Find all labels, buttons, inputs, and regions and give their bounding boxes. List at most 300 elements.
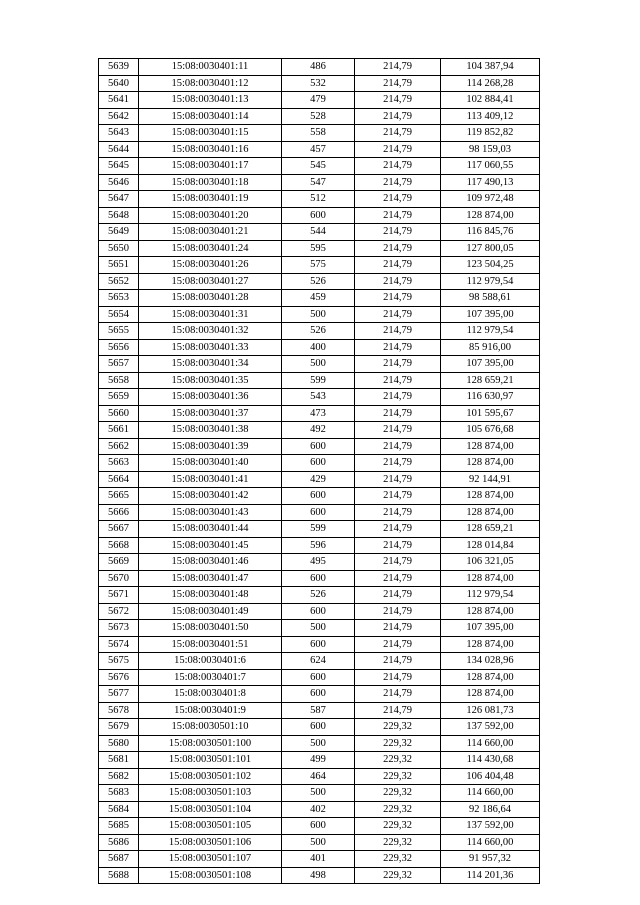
row-number-cell: 5686: [99, 834, 139, 851]
table-row: [99, 834, 540, 851]
table-row: [99, 768, 540, 785]
table-body: [99, 59, 540, 884]
row-number-cell: 5645: [99, 158, 139, 175]
row-number-cell: 5672: [99, 603, 139, 620]
rate-cell: 214,79: [355, 59, 441, 76]
rate-cell: 214,79: [355, 603, 441, 620]
area-cell: 500: [282, 356, 355, 373]
table-row: [99, 818, 540, 835]
rate-cell: 229,32: [355, 735, 441, 752]
cadastral-number-cell: 15:08:0030401:33: [139, 339, 282, 356]
table-row: [99, 719, 540, 736]
area-cell: 473: [282, 405, 355, 422]
value-cell: 98 159,03: [441, 141, 540, 158]
area-cell: 544: [282, 224, 355, 241]
row-number-cell: 5676: [99, 669, 139, 686]
cadastral-number-cell: 15:08:0030401:14: [139, 108, 282, 125]
table-row: [99, 504, 540, 521]
rate-cell: 214,79: [355, 191, 441, 208]
row-number-cell: 5643: [99, 125, 139, 142]
area-cell: 500: [282, 620, 355, 637]
cadastral-number-cell: 15:08:0030501:10: [139, 719, 282, 736]
cadastral-number-cell: 15:08:0030401:38: [139, 422, 282, 439]
cadastral-number-cell: 15:08:0030401:11: [139, 59, 282, 76]
cadastral-number-cell: 15:08:0030401:40: [139, 455, 282, 472]
value-cell: 112 979,54: [441, 587, 540, 604]
table-row: [99, 306, 540, 323]
table-row: [99, 224, 540, 241]
cadastral-number-cell: 15:08:0030401:47: [139, 570, 282, 587]
value-cell: 116 845,76: [441, 224, 540, 241]
table-row: [99, 537, 540, 554]
value-cell: 128 874,00: [441, 636, 540, 653]
area-cell: 600: [282, 207, 355, 224]
area-cell: 499: [282, 752, 355, 769]
cadastral-number-cell: 15:08:0030401:46: [139, 554, 282, 571]
rate-cell: 214,79: [355, 653, 441, 670]
area-cell: 596: [282, 537, 355, 554]
rate-cell: 214,79: [355, 339, 441, 356]
value-cell: 114 660,00: [441, 735, 540, 752]
rate-cell: 214,79: [355, 92, 441, 109]
area-cell: 600: [282, 438, 355, 455]
rate-cell: 229,32: [355, 752, 441, 769]
value-cell: 98 588,61: [441, 290, 540, 307]
table-row: [99, 174, 540, 191]
value-cell: 114 201,36: [441, 867, 540, 884]
cadastral-number-cell: 15:08:0030401:26: [139, 257, 282, 274]
cadastral-number-cell: 15:08:0030401:42: [139, 488, 282, 505]
table-row: [99, 735, 540, 752]
area-cell: 429: [282, 471, 355, 488]
table-row: [99, 603, 540, 620]
table-row: [99, 323, 540, 340]
cadastral-number-cell: 15:08:0030501:104: [139, 801, 282, 818]
value-cell: 116 630,97: [441, 389, 540, 406]
table-row: [99, 438, 540, 455]
table-row: [99, 207, 540, 224]
row-number-cell: 5655: [99, 323, 139, 340]
cadastral-number-cell: 15:08:0030401:27: [139, 273, 282, 290]
table-row: [99, 405, 540, 422]
value-cell: 128 874,00: [441, 669, 540, 686]
rate-cell: 214,79: [355, 438, 441, 455]
value-cell: 123 504,25: [441, 257, 540, 274]
row-number-cell: 5641: [99, 92, 139, 109]
rate-cell: 214,79: [355, 372, 441, 389]
area-cell: 600: [282, 504, 355, 521]
row-number-cell: 5665: [99, 488, 139, 505]
area-cell: 500: [282, 735, 355, 752]
value-cell: 128 874,00: [441, 686, 540, 703]
rate-cell: 214,79: [355, 240, 441, 257]
area-cell: 543: [282, 389, 355, 406]
cadastral-number-cell: 15:08:0030401:13: [139, 92, 282, 109]
table-row: [99, 75, 540, 92]
value-cell: 128 874,00: [441, 570, 540, 587]
table-row: [99, 422, 540, 439]
rate-cell: 214,79: [355, 290, 441, 307]
rate-cell: 214,79: [355, 174, 441, 191]
row-number-cell: 5664: [99, 471, 139, 488]
row-number-cell: 5669: [99, 554, 139, 571]
value-cell: 117 060,55: [441, 158, 540, 175]
row-number-cell: 5685: [99, 818, 139, 835]
rate-cell: 229,32: [355, 851, 441, 868]
table-row: [99, 389, 540, 406]
table-row: [99, 290, 540, 307]
rate-cell: 214,79: [355, 108, 441, 125]
area-cell: 600: [282, 603, 355, 620]
cadastral-number-cell: 15:08:0030401:12: [139, 75, 282, 92]
area-cell: 600: [282, 818, 355, 835]
area-cell: 500: [282, 306, 355, 323]
value-cell: 128 874,00: [441, 488, 540, 505]
rate-cell: 214,79: [355, 356, 441, 373]
value-cell: 137 592,00: [441, 719, 540, 736]
row-number-cell: 5651: [99, 257, 139, 274]
row-number-cell: 5674: [99, 636, 139, 653]
table-row: [99, 339, 540, 356]
value-cell: 137 592,00: [441, 818, 540, 835]
cadastral-number-cell: 15:08:0030401:41: [139, 471, 282, 488]
rate-cell: 214,79: [355, 257, 441, 274]
row-number-cell: 5653: [99, 290, 139, 307]
area-cell: 547: [282, 174, 355, 191]
value-cell: 114 660,00: [441, 834, 540, 851]
row-number-cell: 5681: [99, 752, 139, 769]
value-cell: 102 884,41: [441, 92, 540, 109]
row-number-cell: 5659: [99, 389, 139, 406]
table-row: [99, 356, 540, 373]
cadastral-number-cell: 15:08:0030501:106: [139, 834, 282, 851]
area-cell: 600: [282, 719, 355, 736]
table-row: [99, 257, 540, 274]
rate-cell: 214,79: [355, 141, 441, 158]
cadastral-number-cell: 15:08:0030501:107: [139, 851, 282, 868]
row-number-cell: 5678: [99, 702, 139, 719]
cadastral-number-cell: 15:08:0030401:16: [139, 141, 282, 158]
table-row: [99, 752, 540, 769]
cadastral-number-cell: 15:08:0030501:100: [139, 735, 282, 752]
rate-cell: 214,79: [355, 306, 441, 323]
area-cell: 600: [282, 686, 355, 703]
area-cell: 545: [282, 158, 355, 175]
row-number-cell: 5661: [99, 422, 139, 439]
area-cell: 526: [282, 273, 355, 290]
value-cell: 107 395,00: [441, 620, 540, 637]
cadastral-number-cell: 15:08:0030401:8: [139, 686, 282, 703]
cadastral-number-cell: 15:08:0030401:44: [139, 521, 282, 538]
value-cell: 134 028,96: [441, 653, 540, 670]
area-cell: 526: [282, 323, 355, 340]
cadastral-number-cell: 15:08:0030401:31: [139, 306, 282, 323]
value-cell: 92 144,91: [441, 471, 540, 488]
row-number-cell: 5679: [99, 719, 139, 736]
area-cell: 495: [282, 554, 355, 571]
table-row: [99, 455, 540, 472]
area-cell: 600: [282, 669, 355, 686]
cadastral-number-cell: 15:08:0030401:9: [139, 702, 282, 719]
value-cell: 126 081,73: [441, 702, 540, 719]
table-row: [99, 851, 540, 868]
cadastral-number-cell: 15:08:0030401:18: [139, 174, 282, 191]
rate-cell: 214,79: [355, 323, 441, 340]
area-cell: 457: [282, 141, 355, 158]
row-number-cell: 5646: [99, 174, 139, 191]
rate-cell: 214,79: [355, 471, 441, 488]
row-number-cell: 5650: [99, 240, 139, 257]
value-cell: 128 874,00: [441, 438, 540, 455]
table-row: [99, 273, 540, 290]
value-cell: 128 874,00: [441, 455, 540, 472]
area-cell: 500: [282, 785, 355, 802]
cadastral-number-cell: 15:08:0030501:101: [139, 752, 282, 769]
cadastral-number-cell: 15:08:0030401:32: [139, 323, 282, 340]
table-row: [99, 669, 540, 686]
row-number-cell: 5667: [99, 521, 139, 538]
cadastral-value-table: [98, 58, 540, 884]
area-cell: 600: [282, 570, 355, 587]
table-row: [99, 59, 540, 76]
row-number-cell: 5666: [99, 504, 139, 521]
value-cell: 107 395,00: [441, 306, 540, 323]
rate-cell: 214,79: [355, 504, 441, 521]
value-cell: 106 404,48: [441, 768, 540, 785]
rate-cell: 214,79: [355, 273, 441, 290]
rate-cell: 214,79: [355, 422, 441, 439]
row-number-cell: 5658: [99, 372, 139, 389]
rate-cell: 214,79: [355, 389, 441, 406]
rate-cell: 214,79: [355, 537, 441, 554]
table-row: [99, 554, 540, 571]
value-cell: 112 979,54: [441, 323, 540, 340]
row-number-cell: 5654: [99, 306, 139, 323]
value-cell: 114 660,00: [441, 785, 540, 802]
value-cell: 128 874,00: [441, 603, 540, 620]
table-row: [99, 158, 540, 175]
row-number-cell: 5662: [99, 438, 139, 455]
value-cell: 112 979,54: [441, 273, 540, 290]
cadastral-number-cell: 15:08:0030401:15: [139, 125, 282, 142]
area-cell: 575: [282, 257, 355, 274]
value-cell: 107 395,00: [441, 356, 540, 373]
row-number-cell: 5688: [99, 867, 139, 884]
table-row: [99, 125, 540, 142]
area-cell: 532: [282, 75, 355, 92]
value-cell: 117 490,13: [441, 174, 540, 191]
table-row: [99, 372, 540, 389]
rate-cell: 214,79: [355, 158, 441, 175]
cadastral-number-cell: 15:08:0030401:21: [139, 224, 282, 241]
area-cell: 492: [282, 422, 355, 439]
cadastral-number-cell: 15:08:0030401:35: [139, 372, 282, 389]
value-cell: 92 186,64: [441, 801, 540, 818]
rate-cell: 229,32: [355, 867, 441, 884]
area-cell: 526: [282, 587, 355, 604]
rate-cell: 229,32: [355, 785, 441, 802]
cadastral-number-cell: 15:08:0030401:17: [139, 158, 282, 175]
row-number-cell: 5675: [99, 653, 139, 670]
area-cell: 587: [282, 702, 355, 719]
table-row: [99, 801, 540, 818]
area-cell: 512: [282, 191, 355, 208]
rate-cell: 229,32: [355, 834, 441, 851]
value-cell: 114 268,28: [441, 75, 540, 92]
table-row: [99, 92, 540, 109]
row-number-cell: 5648: [99, 207, 139, 224]
value-cell: 119 852,82: [441, 125, 540, 142]
area-cell: 459: [282, 290, 355, 307]
cadastral-number-cell: 15:08:0030401:20: [139, 207, 282, 224]
area-cell: 599: [282, 521, 355, 538]
row-number-cell: 5647: [99, 191, 139, 208]
table-row: [99, 702, 540, 719]
value-cell: 128 874,00: [441, 207, 540, 224]
table-row: [99, 587, 540, 604]
cadastral-number-cell: 15:08:0030501:105: [139, 818, 282, 835]
row-number-cell: 5671: [99, 587, 139, 604]
area-cell: 595: [282, 240, 355, 257]
rate-cell: 214,79: [355, 669, 441, 686]
row-number-cell: 5644: [99, 141, 139, 158]
area-cell: 528: [282, 108, 355, 125]
rate-cell: 214,79: [355, 620, 441, 637]
row-number-cell: 5670: [99, 570, 139, 587]
row-number-cell: 5684: [99, 801, 139, 818]
area-cell: 558: [282, 125, 355, 142]
cadastral-number-cell: 15:08:0030401:45: [139, 537, 282, 554]
rate-cell: 214,79: [355, 224, 441, 241]
value-cell: 101 595,67: [441, 405, 540, 422]
rate-cell: 214,79: [355, 570, 441, 587]
cadastral-number-cell: 15:08:0030401:48: [139, 587, 282, 604]
cadastral-number-cell: 15:08:0030401:49: [139, 603, 282, 620]
area-cell: 600: [282, 488, 355, 505]
row-number-cell: 5663: [99, 455, 139, 472]
row-number-cell: 5656: [99, 339, 139, 356]
table-row: [99, 240, 540, 257]
row-number-cell: 5660: [99, 405, 139, 422]
rate-cell: 229,32: [355, 768, 441, 785]
area-cell: 624: [282, 653, 355, 670]
value-cell: 109 972,48: [441, 191, 540, 208]
area-cell: 600: [282, 636, 355, 653]
area-cell: 401: [282, 851, 355, 868]
value-cell: 128 659,21: [441, 521, 540, 538]
table-row: [99, 570, 540, 587]
row-number-cell: 5687: [99, 851, 139, 868]
table-row: [99, 867, 540, 884]
value-cell: 106 321,05: [441, 554, 540, 571]
row-number-cell: 5657: [99, 356, 139, 373]
area-cell: 599: [282, 372, 355, 389]
cadastral-number-cell: 15:08:0030501:108: [139, 867, 282, 884]
area-cell: 600: [282, 455, 355, 472]
row-number-cell: 5639: [99, 59, 139, 76]
rate-cell: 214,79: [355, 554, 441, 571]
cadastral-number-cell: 15:08:0030401:28: [139, 290, 282, 307]
value-cell: 128 874,00: [441, 504, 540, 521]
table-row: [99, 653, 540, 670]
value-cell: 91 957,32: [441, 851, 540, 868]
row-number-cell: 5668: [99, 537, 139, 554]
cadastral-number-cell: 15:08:0030401:51: [139, 636, 282, 653]
cadastral-number-cell: 15:08:0030401:36: [139, 389, 282, 406]
cadastral-number-cell: 15:08:0030401:24: [139, 240, 282, 257]
rate-cell: 229,32: [355, 818, 441, 835]
area-cell: 464: [282, 768, 355, 785]
value-cell: 127 800,05: [441, 240, 540, 257]
cadastral-number-cell: 15:08:0030401:43: [139, 504, 282, 521]
cadastral-number-cell: 15:08:0030501:102: [139, 768, 282, 785]
cadastral-number-cell: 15:08:0030401:7: [139, 669, 282, 686]
table-row: [99, 521, 540, 538]
cadastral-number-cell: 15:08:0030401:39: [139, 438, 282, 455]
rate-cell: 214,79: [355, 686, 441, 703]
row-number-cell: 5683: [99, 785, 139, 802]
value-cell: 114 430,68: [441, 752, 540, 769]
cadastral-number-cell: 15:08:0030401:19: [139, 191, 282, 208]
rate-cell: 214,79: [355, 455, 441, 472]
area-cell: 500: [282, 834, 355, 851]
area-cell: 400: [282, 339, 355, 356]
cadastral-number-cell: 15:08:0030401:34: [139, 356, 282, 373]
rate-cell: 214,79: [355, 636, 441, 653]
table-row: [99, 141, 540, 158]
row-number-cell: 5682: [99, 768, 139, 785]
area-cell: 479: [282, 92, 355, 109]
rate-cell: 214,79: [355, 75, 441, 92]
row-number-cell: 5640: [99, 75, 139, 92]
table-row: [99, 636, 540, 653]
rate-cell: 214,79: [355, 488, 441, 505]
rate-cell: 214,79: [355, 702, 441, 719]
value-cell: 85 916,00: [441, 339, 540, 356]
row-number-cell: 5673: [99, 620, 139, 637]
table-row: [99, 191, 540, 208]
row-number-cell: 5680: [99, 735, 139, 752]
row-number-cell: 5649: [99, 224, 139, 241]
value-cell: 104 387,94: [441, 59, 540, 76]
cadastral-number-cell: 15:08:0030401:50: [139, 620, 282, 637]
table-row: [99, 686, 540, 703]
cadastral-number-cell: 15:08:0030401:37: [139, 405, 282, 422]
table-row: [99, 488, 540, 505]
table-row: [99, 108, 540, 125]
value-cell: 105 676,68: [441, 422, 540, 439]
table-row: [99, 785, 540, 802]
rate-cell: 229,32: [355, 801, 441, 818]
rate-cell: 214,79: [355, 587, 441, 604]
cadastral-number-cell: 15:08:0030401:6: [139, 653, 282, 670]
rate-cell: 214,79: [355, 125, 441, 142]
table-row: [99, 471, 540, 488]
value-cell: 128 014,84: [441, 537, 540, 554]
area-cell: 498: [282, 867, 355, 884]
row-number-cell: 5677: [99, 686, 139, 703]
rate-cell: 214,79: [355, 405, 441, 422]
rate-cell: 229,32: [355, 719, 441, 736]
table-row: [99, 620, 540, 637]
row-number-cell: 5652: [99, 273, 139, 290]
area-cell: 486: [282, 59, 355, 76]
row-number-cell: 5642: [99, 108, 139, 125]
rate-cell: 214,79: [355, 207, 441, 224]
rate-cell: 214,79: [355, 521, 441, 538]
area-cell: 402: [282, 801, 355, 818]
cadastral-number-cell: 15:08:0030501:103: [139, 785, 282, 802]
